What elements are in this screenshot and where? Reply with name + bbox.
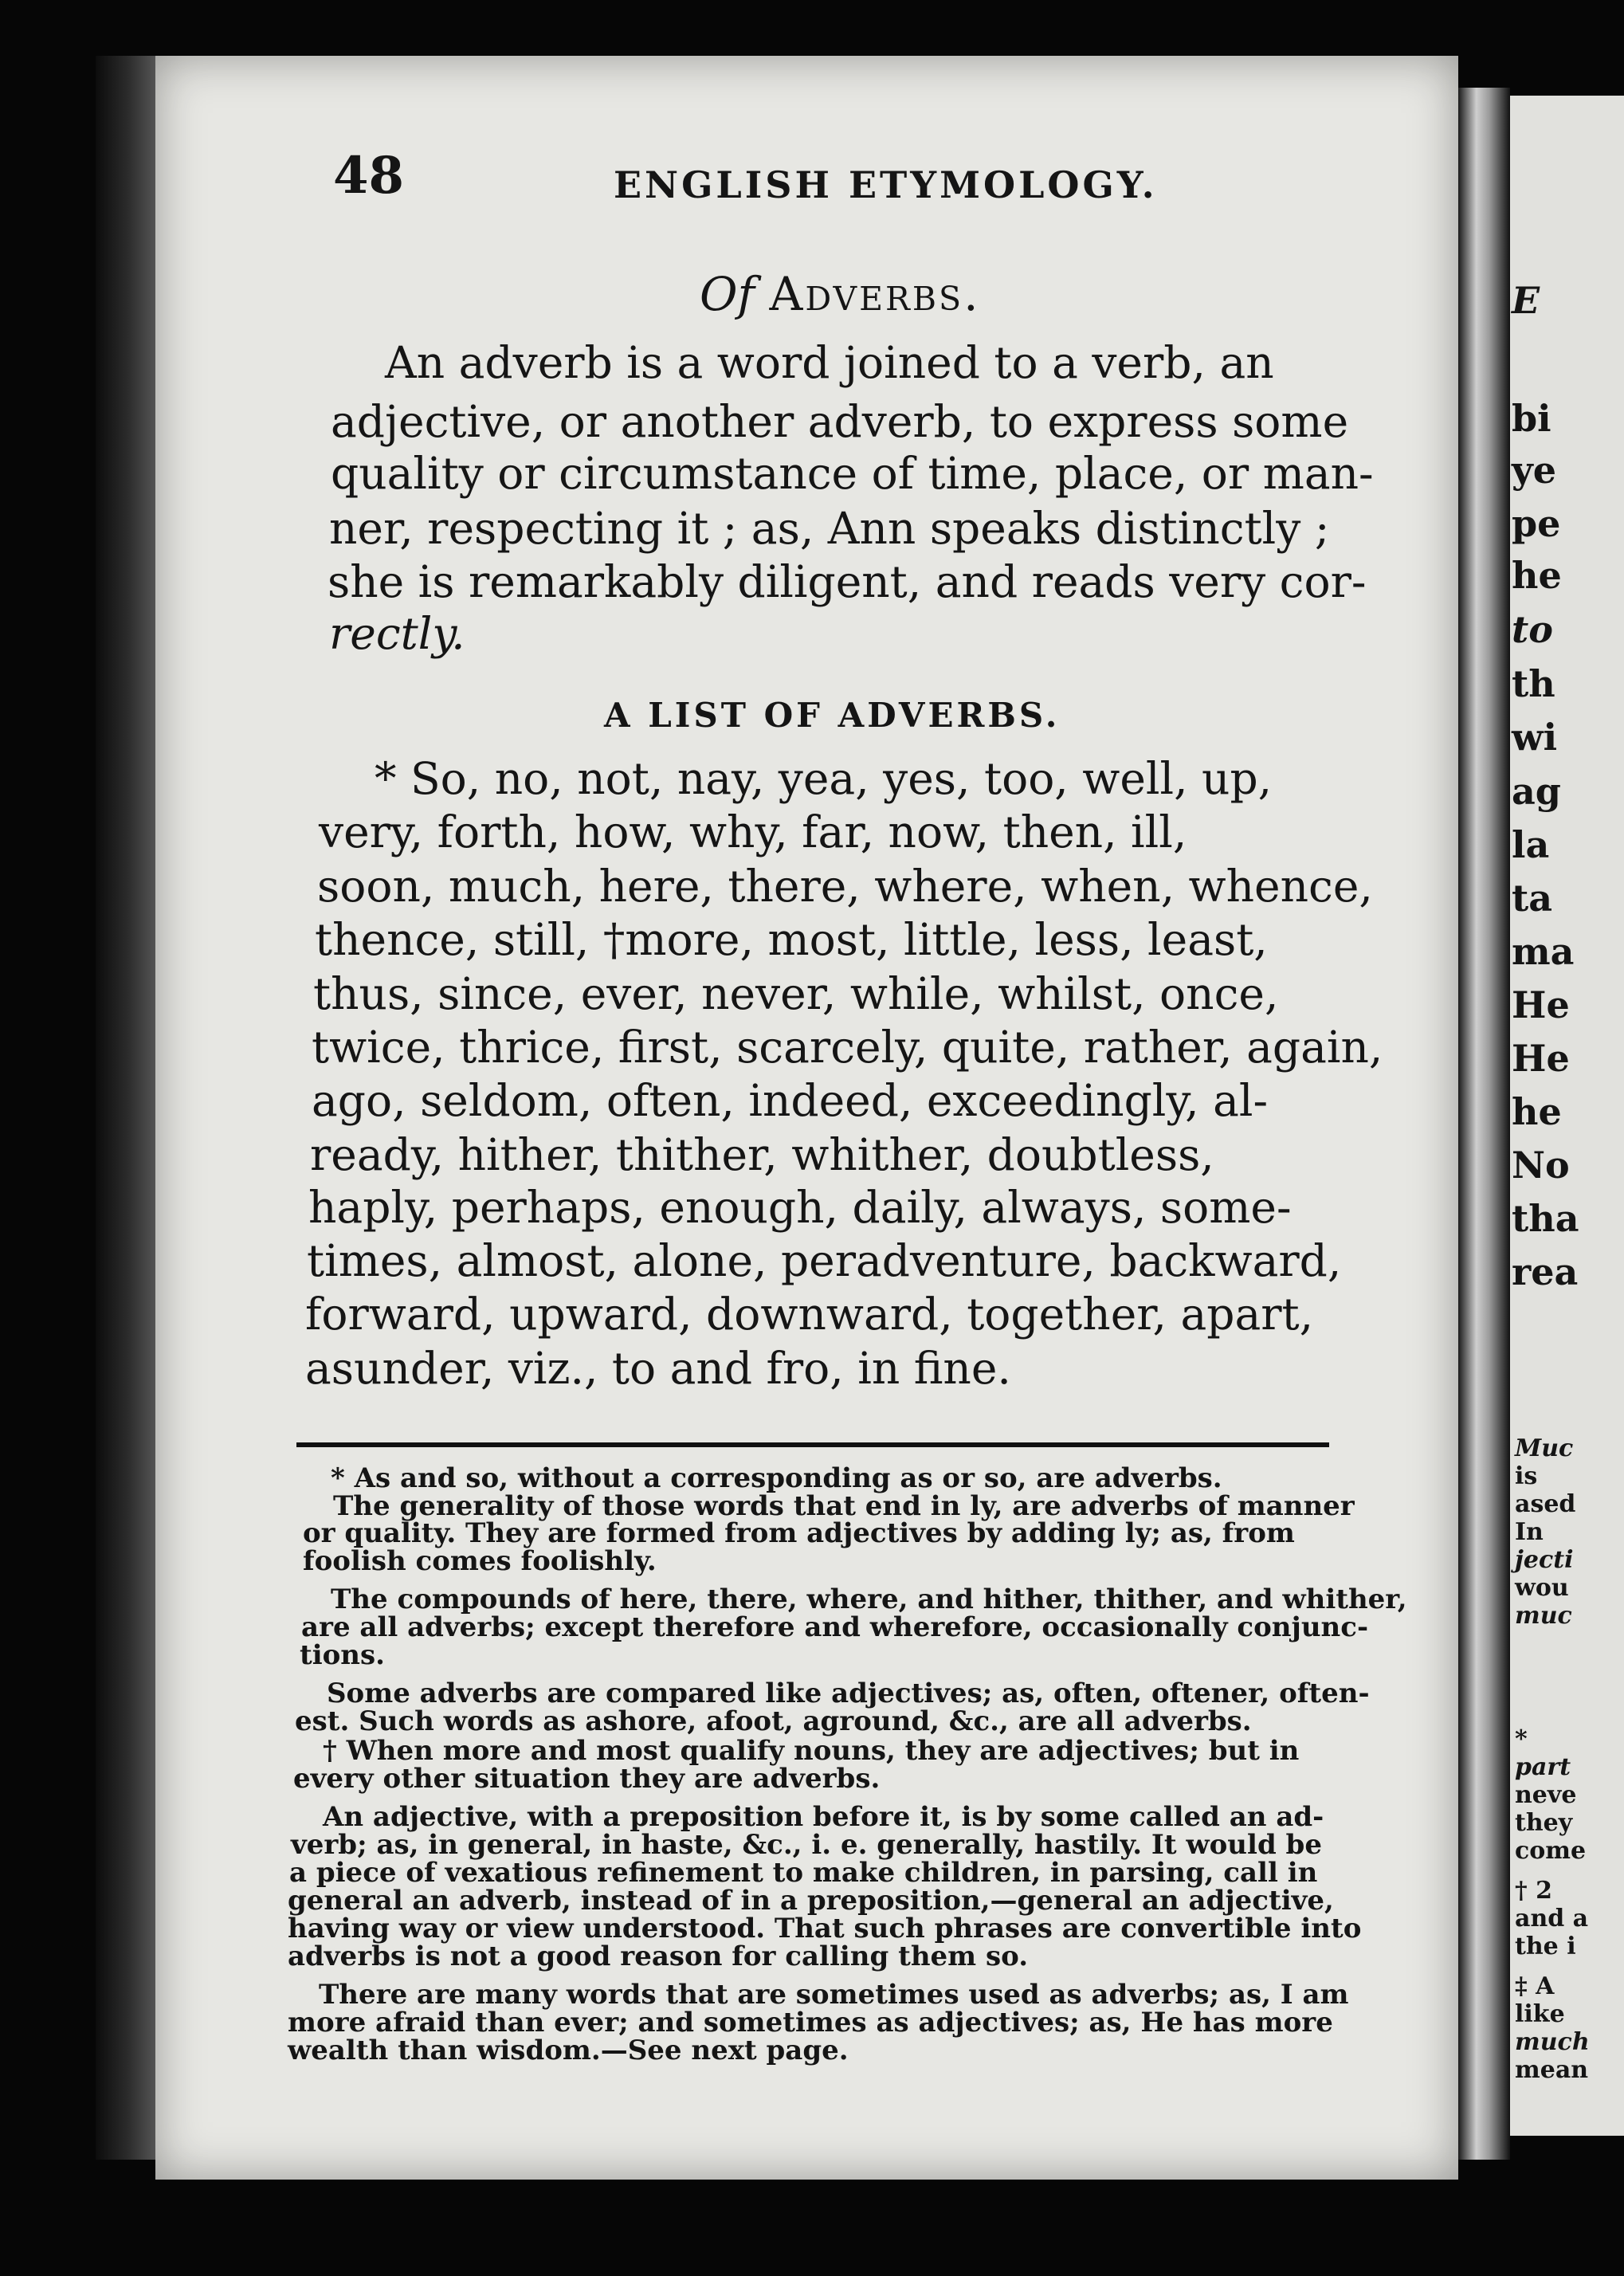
section-title-of: Of	[700, 267, 755, 321]
adjacent-line: tha	[1512, 1197, 1579, 1240]
definition-line: An adverb is a word joined to a verb, an	[385, 337, 1274, 388]
definition-line: adjective, or another adverb, to express some	[331, 396, 1349, 447]
adjacent-line: He	[1512, 983, 1570, 1026]
book-edge	[96, 56, 159, 2160]
adverb-list-line: ago, seldom, often, indeed, exceedingly, al-	[312, 1075, 1269, 1126]
adjacent-line: pe	[1512, 502, 1561, 545]
adverb-list-line: ready, hither, thither, whither, doubtless,	[310, 1129, 1214, 1180]
adjacent-footnote-line: the i	[1515, 1933, 1576, 1960]
adjacent-page	[1510, 96, 1624, 2136]
adjacent-footnote-line: much	[1515, 2028, 1590, 2056]
adjacent-footnote-line: muc	[1515, 1602, 1572, 1630]
adjacent-footnote-line: Muc	[1515, 1434, 1574, 1462]
adjacent-line: la	[1512, 823, 1550, 866]
section-title-main: Adverbs.	[769, 267, 981, 321]
book-gutter	[1458, 88, 1510, 2160]
adjacent-footnote-line: they	[1515, 1809, 1573, 1837]
footnote-line: more afraid than ever; and sometimes as adjectives; as, He has more	[288, 2007, 1333, 2039]
adjacent-line: ma	[1512, 930, 1575, 973]
adjacent-footnote-line: † 2	[1515, 1877, 1553, 1905]
definition-line: quality or circumstance of time, place, or man-	[331, 448, 1374, 499]
page-number: 48	[333, 146, 405, 206]
adjacent-line: He	[1512, 1037, 1570, 1080]
adverb-list-line: asunder, viz., to and fro, in fine.	[305, 1343, 1011, 1394]
running-head: ENGLISH ETYMOLOGY.	[614, 163, 1158, 206]
footnote-line: or quality. They are formed from adjectives by adding ly; as, from	[303, 1517, 1295, 1549]
section-title	[700, 267, 981, 321]
adjacent-footnote-line: is	[1515, 1462, 1538, 1490]
footnote-line: tions.	[300, 1639, 385, 1671]
adjacent-line: bi	[1512, 397, 1551, 440]
adjacent-footnote-line: and a	[1515, 1905, 1589, 1933]
adjacent-footnote-line: In	[1515, 1518, 1544, 1546]
adjacent-footnote-line: mean	[1515, 2056, 1589, 2084]
footnote-line: † When more and most qualify nouns, they are adjectives; but in	[323, 1735, 1300, 1767]
adjacent-line: ye	[1512, 449, 1556, 492]
adverb-list-line: haply, perhaps, enough, daily, always, some-	[308, 1182, 1292, 1233]
footnote-line: general an adverb, instead of in a preposition,—general an adjective,	[288, 1885, 1334, 1917]
adjacent-line: ag	[1512, 770, 1561, 813]
adjacent-footnote-line: *	[1515, 1725, 1528, 1753]
adjacent-line: th	[1512, 662, 1555, 705]
footnote-line: An adjective, with a preposition before it, is by some called an ad-	[323, 1801, 1324, 1833]
adverb-list-line: thus, since, ever, never, while, whilst, once,	[313, 968, 1279, 1019]
definition-line: ner, respecting it ; as, Ann speaks distinctly ;	[329, 503, 1330, 554]
footnote-line: foolish comes foolishly.	[303, 1545, 657, 1577]
footnote-line: Some adverbs are compared like adjectives; as, often, oftener, often-	[327, 1678, 1370, 1709]
footnote-divider	[296, 1442, 1329, 1447]
adjacent-line: wi	[1512, 716, 1558, 759]
adverb-list-line: thence, still, †more, most, little, less, least,	[315, 914, 1268, 965]
adverb-list-line: * So, no, not, nay, yea, yes, too, well, up,	[375, 753, 1273, 804]
footnote-line: a piece of vexatious refinement to make children, in parsing, call in	[289, 1857, 1318, 1889]
adverb-list-line: very, forth, how, why, far, now, then, ill,	[319, 806, 1187, 857]
adjacent-line: E	[1512, 279, 1540, 322]
footnote-line: verb; as, in general, in haste, &c., i. e. generally, hastily. It would be	[291, 1829, 1322, 1861]
footnote-line: having way or view understood. That such phrases are convertible into	[288, 1913, 1362, 1944]
adjacent-footnote-line: wou	[1515, 1574, 1569, 1602]
footnote-line: wealth than wisdom.—See next page.	[288, 2035, 849, 2066]
footnote-line: The generality of those words that end in ly, are adverbs of manner	[333, 1490, 1355, 1522]
footnote-line: are all adverbs; except therefore and wherefore, occasionally conjunc-	[301, 1611, 1369, 1643]
adverb-list-line: soon, much, here, there, where, when, whence,	[317, 861, 1373, 912]
list-heading: A LIST OF ADVERBS.	[604, 696, 1061, 735]
adverb-list-line: times, almost, alone, peradventure, backward,	[307, 1235, 1342, 1286]
footnote-line: * As and so, without a corresponding as or so, are adverbs.	[331, 1462, 1222, 1494]
footnote-line: There are many words that are sometimes used as adverbs; as, I am	[319, 1979, 1349, 2011]
definition-line: she is remarkably diligent, and reads very cor-	[328, 556, 1367, 607]
adjacent-line: to	[1512, 608, 1553, 651]
adjacent-footnote-line: like	[1515, 2000, 1565, 2028]
footnote-line: every other situation they are adverbs.	[293, 1763, 881, 1795]
adjacent-footnote-line: neve	[1515, 1781, 1577, 1809]
adverb-list-line: forward, upward, downward, together, apart,	[305, 1289, 1314, 1340]
adjacent-line: he	[1512, 1090, 1562, 1133]
adjacent-line: he	[1512, 554, 1562, 597]
footnote-line: est. Such words as ashore, afoot, aground, &c., are all adverbs.	[295, 1705, 1252, 1737]
adjacent-line: ta	[1512, 877, 1553, 920]
adjacent-line: No	[1512, 1144, 1570, 1187]
adjacent-footnote-line: ‡ A	[1515, 1972, 1555, 2000]
adjacent-line: rea	[1512, 1250, 1579, 1293]
footnote-line: adverbs is not a good reason for calling them so.	[288, 1940, 1029, 1972]
adjacent-footnote-line: come	[1515, 1837, 1587, 1865]
adjacent-footnote-line: ased	[1515, 1490, 1576, 1518]
adjacent-footnote-line: jecti	[1515, 1546, 1574, 1574]
definition-line: rectly.	[329, 608, 465, 659]
adjacent-footnote-line: part	[1515, 1753, 1571, 1781]
adverb-list-line: twice, thrice, first, scarcely, quite, rather, again,	[312, 1022, 1383, 1073]
footnote-line: The compounds of here, there, where, and hither, thither, and whither,	[331, 1583, 1407, 1615]
